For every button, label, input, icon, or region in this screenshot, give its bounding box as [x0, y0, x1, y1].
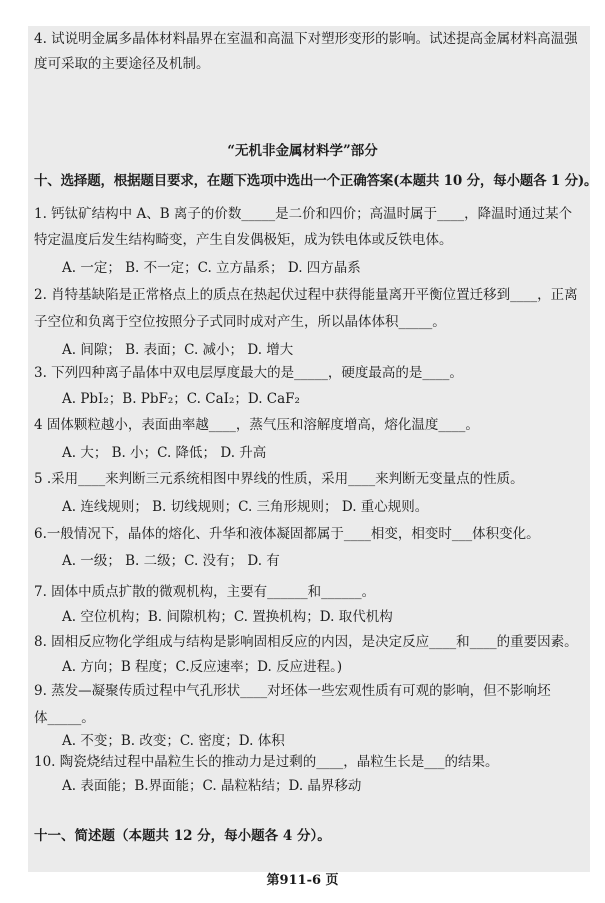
q6-line1: 6.一般情况下，晶体的熔化、升华和液体凝固都属于____相变，相变时___体积变化。 [34, 526, 540, 542]
q10-options: A. 表面能；B.界面能；C. 晶粒粘结；D. 晶界移动 [62, 778, 362, 794]
q5-options: A. 连线规则； B. 切线规则；C. 三角形规则； D. 重心规则。 [62, 499, 429, 515]
q7-line1: 7. 固体中质点扩散的微观机构，主要有______和______。 [34, 584, 376, 600]
question-4-line1: 4. 试说明金属多晶体材料晶界在室温和高温下对塑形变形的影响。试述提高金属材料高温强 [34, 31, 578, 47]
q3-options: A. PbI₂；B. PbF₂；C. CaI₂；D. CaF₂ [62, 391, 300, 407]
q6-options: A. 一级； B. 二级；C. 没有； D. 有 [62, 553, 280, 569]
q8-line1: 8. 固相反应物化学组成与结构是影响固相反应的内因，是决定反应____和____的重要因素。 [34, 634, 578, 650]
section-title: “无机非金属材料学”部分 [227, 143, 378, 159]
page-footer: 第911-6 页 [266, 873, 339, 888]
q2-line1: 2. 肖特基缺陷是正常格点上的质点在热起伏过程中获得能量离开平衡位置迁移到____，正离 [34, 287, 578, 303]
q2-line2: 子空位和负离于空位按照分子式同时成对产生，所以晶体体积_____。 [34, 314, 446, 330]
q9-line2: 体_____。 [34, 710, 95, 726]
q8-options: A. 方向；B 程度；C.反应速率；D. 反应进程。) [62, 659, 343, 675]
q1-line2: 特定温度后发生结构畸变，产生自发偶极矩，成为铁电体或反铁电体。 [34, 232, 453, 248]
q1-line1: 1. 钙钛矿结构中 A、B 离子的价数_____是二价和四价；高温时属于____，降温时通过某个 [34, 206, 573, 222]
q2-options: A. 间隙； B. 表面；C. 减小； D. 增大 [62, 342, 294, 358]
q9-options: A. 不变；B. 改变；C. 密度；D. 体积 [62, 733, 285, 749]
question-4-line2: 度可采取的主要途径及机制。 [34, 56, 210, 72]
q10-line1: 10. 陶瓷烧结过程中晶粒生长的推动力是过剩的____，晶粒生长是___的结果。 [34, 754, 499, 770]
q4-line1: 4 固体颗粒越小，表面曲率越____，蒸气压和溶解度增高，熔化温度____。 [34, 417, 479, 433]
q5-line1: 5 .采用____来判断三元系统相图中界线的性质，采用____来判断无变量点的性质。 [34, 471, 524, 487]
q4-options: A. 大； B. 小；C. 降低； D. 升高 [62, 445, 267, 461]
q9-line1: 9. 蒸发—凝聚传质过程中气孔形状____对坯体一些宏观性质有可观的影响，但不影响坯 [34, 683, 551, 699]
part-10-heading: 十、选择题，根据题目要求，在题下选项中选出一个正确答案(本题共 10 分，每小题各 1 分)。 [34, 173, 598, 189]
q1-options: A. 一定； B. 不一定；C. 立方晶系； D. 四方晶系 [62, 260, 361, 276]
part-11-heading: 十一、简述题（本题共 12 分，每小题各 4 分）。 [34, 828, 331, 844]
q3-line1: 3. 下列四种离子晶体中双电层厚度最大的是_____，硬度最高的是____。 [34, 365, 463, 381]
q7-options: A. 空位机构；B. 间隙机构；C. 置换机构；D. 取代机构 [62, 609, 393, 625]
